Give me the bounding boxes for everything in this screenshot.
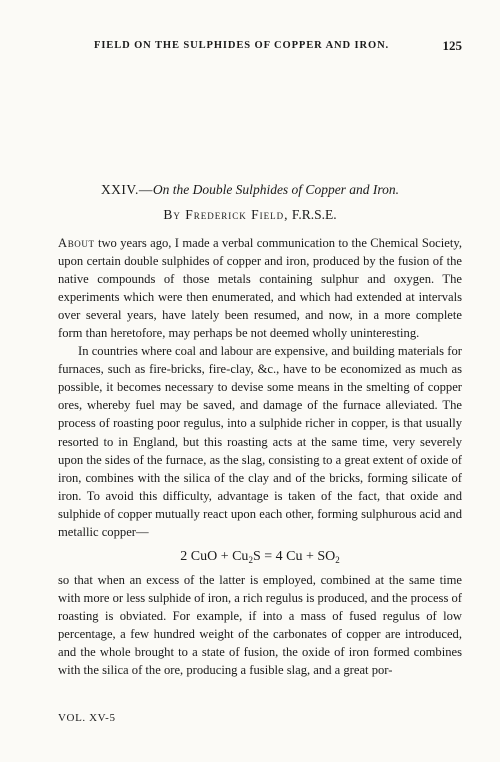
author-name: By Frederick Field, [163,207,289,222]
article-body [58,234,462,679]
paragraph-lead-word: About [58,236,95,250]
paragraph-1 [58,234,462,342]
running-header [58,38,462,56]
equation-subscript-1: 2 [248,554,253,565]
equation-part-2: S = 4 Cu + SO [252,548,336,564]
signature-mark: VOL. XV-5 [58,712,116,724]
equation-subscript-2: 2 [335,554,340,565]
running-title: FIELD ON THE SULPHIDES OF COPPER AND IRON. [94,40,390,51]
author-credentials: F.R.S.E. [291,207,337,222]
paragraph-3: so that when an excess of the latter is employed, combined at the same time with more or less sulphide of iron, a rich regulus is produced, and the process of roasting is obviated. For example, if into a mass of fused regulus of low percentage, a few hundred weight of the carbonates of copper are introduced, and the whole brought to a state of fusion, the oxide of iron formed combines with the silica of the ore, producing a fusible slag, and a great por- [58,572,462,678]
page-number: 125 [442,38,462,53]
equation-part-1: 2 CuO + Cu [180,548,249,564]
article-title [0,182,500,198]
article-number: XXIV.— [100,182,153,197]
paragraph-1-text: two years ago, I made a verbal communication to the Chemical Society, upon certain double sulphides of copper and iron, produced by the fusion of the native compounds of those metals containing sulphur and oxygen. The experiments which were then enumerated, and which had extended at intervals over several years, have lately been resumed, and now, in a more complete form than heretofore, may perhaps be not deemed wholly uninteresting. [58,236,462,341]
article-title-text: On the Double Sulphides of Copper and Iron. [152,182,400,197]
paragraph-2: In countries where coal and labour are expensive, and building materials for furnaces, such as fire-bricks, fire-clay, &c., have to be economized as much as possible, it becomes necessary to devise some means in the smelting of copper ores, whereby fuel may be saved, and damage of the furnace alleviated. The process of roasting poor regulus, into a sulphide richer in copper, is that usually resorted to in England, but this roasting acts at the same time, very severely upon the sides of the furnace, as the slag, consisting to a great extent of oxide of iron, combines with the silica of the clay and of the bricks, forming silicate of iron. To avoid this difficulty, advantage is taken of the fact, that oxide and sulphide of copper mutually react upon each other, forming sulphurous acid and metallic copper— [58,344,462,539]
author-byline [0,207,500,223]
chemical-equation [58,547,462,567]
